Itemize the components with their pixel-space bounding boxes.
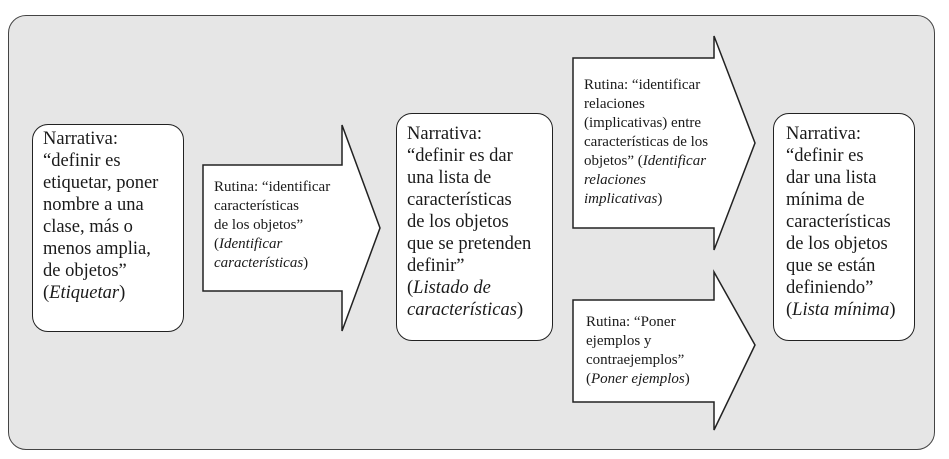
box1-line: “definir es <box>43 151 121 171</box>
box1-line: nombre a una <box>43 195 144 215</box>
box3-line: dar una lista <box>786 168 877 188</box>
box2-line: Narrativa: <box>407 124 482 144</box>
box3-line: “definir es <box>786 146 864 166</box>
narrative-box-lista-minima <box>773 113 915 341</box>
box2-line: definir” <box>407 256 465 276</box>
box2-caption: características) <box>407 300 524 320</box>
box1-line: de objetos” <box>43 261 127 281</box>
box2-line: características <box>407 190 512 210</box>
box1-caption: (Etiquetar) <box>43 283 126 303</box>
box3-line: Narrativa: <box>786 124 861 144</box>
box3-line: definiendo” <box>786 278 874 298</box>
box3-line: características <box>786 212 891 232</box>
routine-text-poner-ejemplos: Rutina: “Poner ejemplos y contraejemplos” (Poner ejemplos) <box>586 314 690 387</box>
box2-line: que se pretenden <box>407 234 532 254</box>
narrative-box-etiquetar <box>32 124 184 332</box>
box2-line: una lista de <box>407 168 492 188</box>
routine-text-identificar-caracteristicas: Rutina: “identificar características de los objetos” (Identificar características) <box>214 179 331 271</box>
box2-line: de los objetos <box>407 212 509 232</box>
box2-caption: (Listado de <box>407 278 491 298</box>
box1-line: menos amplia, <box>43 239 151 259</box>
narrative-box-listado <box>396 113 553 341</box>
routine-text-identificar-relaciones: Rutina: “identificar relaciones (implicativas) entre características de los objetos” (Identificar relaciones implicativas) <box>584 77 709 207</box>
box3-line: que se están <box>786 256 876 276</box>
box1-line: etiquetar, poner <box>43 173 159 193</box>
box1-line: clase, más o <box>43 217 133 237</box>
box3-line: mínima de <box>786 190 865 210</box>
box1-line: Narrativa: <box>43 129 118 149</box>
box3-caption: (Lista mínima) <box>786 300 896 320</box>
box2-line: “definir es dar <box>407 146 513 166</box>
box3-line: de los objetos <box>786 234 888 254</box>
